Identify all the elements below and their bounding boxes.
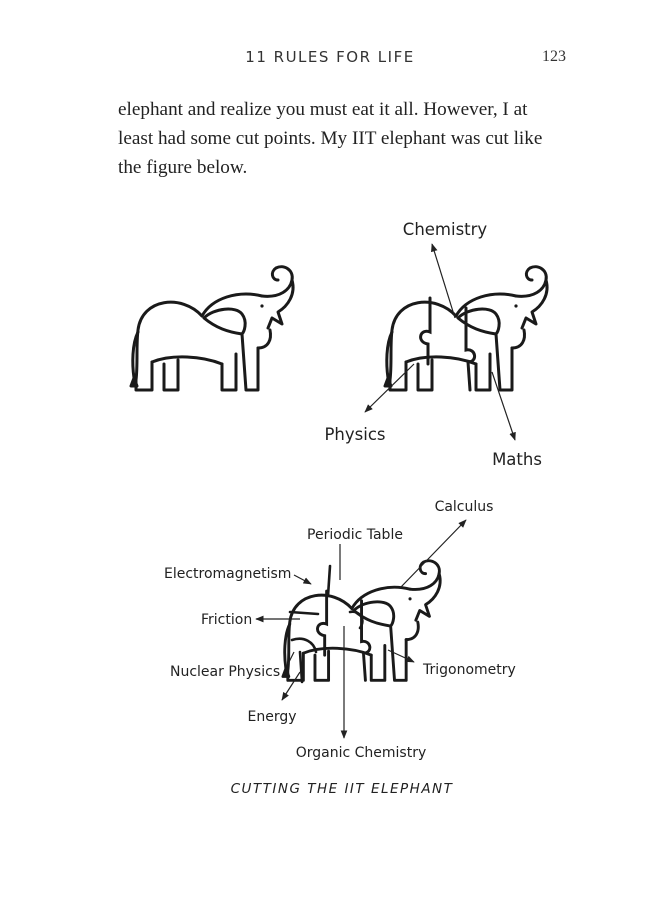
label-periodic-table: Periodic Table xyxy=(307,527,403,543)
elephant-cut-illustration xyxy=(385,267,547,390)
label-energy: Energy xyxy=(247,709,297,725)
page-number: 123 xyxy=(542,48,566,65)
body-line: least had some cut points. My IIT elephant was cut like xyxy=(118,128,543,149)
label-electromagnetism: Electromagnetism xyxy=(164,566,292,582)
body-line: elephant and realize you must eat it all. However, I at xyxy=(118,99,528,120)
electromagnetism-arrow xyxy=(294,575,311,584)
elephant-illustration xyxy=(131,267,293,390)
label-organic-chemistry: Organic Chemistry xyxy=(295,745,427,761)
label-nuclear-physics: Nuclear Physics xyxy=(170,664,281,680)
label-maths: Maths xyxy=(492,450,542,469)
label-physics: Physics xyxy=(324,425,386,444)
calculus-arrow xyxy=(400,520,466,588)
figure-caption: CUTTING THE IIT ELEPHANT xyxy=(230,781,454,797)
label-chemistry: Chemistry xyxy=(402,220,488,239)
elephant-detailed-illustration xyxy=(283,561,440,682)
label-trigonometry: Trigonometry xyxy=(423,662,516,678)
body-line: the figure below. xyxy=(118,157,248,178)
running-title: 11 RULES FOR LIFE xyxy=(245,48,415,66)
label-friction: Friction xyxy=(201,612,253,628)
label-calculus: Calculus xyxy=(434,499,494,515)
